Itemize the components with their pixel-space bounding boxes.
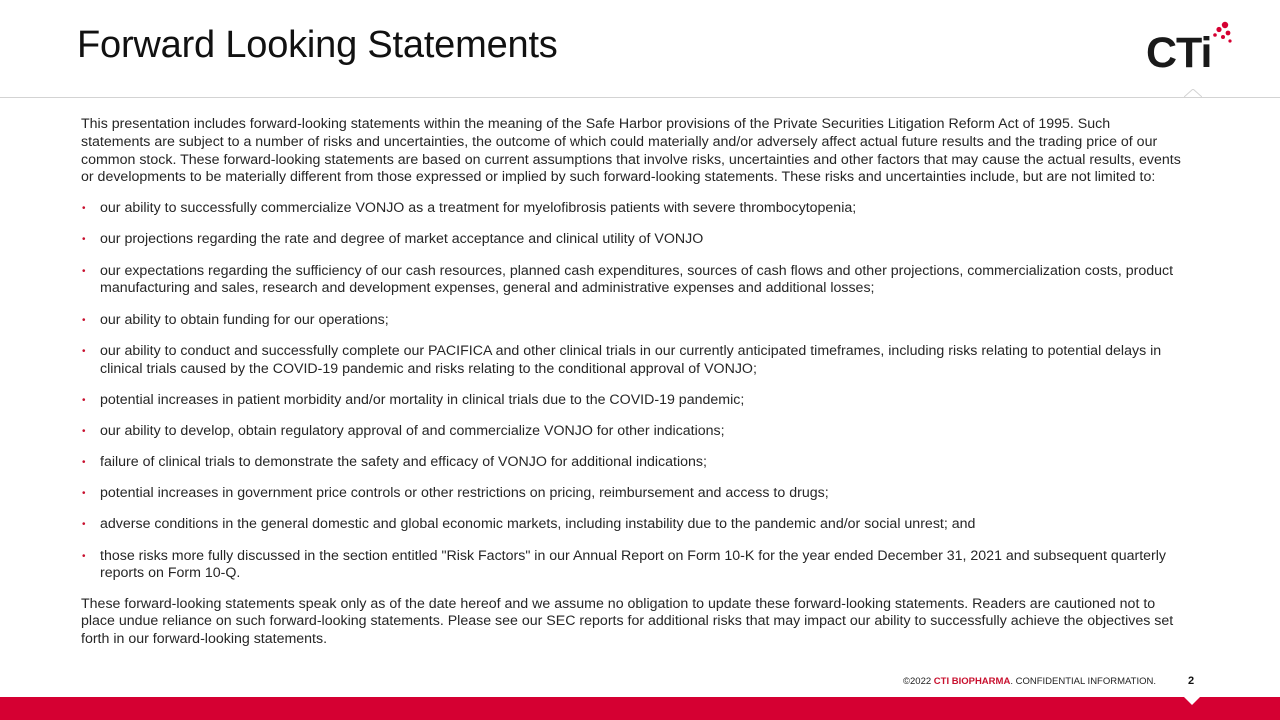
- intro-paragraph: This presentation includes forward-looking statements within the meaning of the Safe Harbor provisions of the Private Securities Litigation Reform Act of 1995. Such statements are subject to a number of risks and uncertainties, the outcome of which could materially and/or adversely affect actual future results and the trading price of our common stock. These forward-looking statements are based on current assumptions that involve risks, uncertainties and other factors that may cause the actual results, events or developments to be materially different from those expressed or implied by such forward-looking statements. These risks and uncertainties include, but are not limited to:: [81, 116, 1181, 186]
- list-item: • our ability to successfully commercialize VONJO as a treatment for myelofibrosis patients with severe thrombocytopenia;: [82, 200, 857, 217]
- list-item: • our expectations regarding the sufficiency of our cash resources, planned cash expenditures, sources of cash flows and other projections, commercialization costs, product manufacturing and sales, research and development expenses, general and administrative expenses and additional losses;: [82, 262, 1174, 297]
- list-item: • adverse conditions in the general domestic and global economic markets, including instability due to the pandemic and/or social unrest; and: [82, 516, 976, 533]
- footer-copyright: [903, 676, 1156, 687]
- list-item: • our ability to develop, obtain regulatory approval of and commercialize VONJO for other indications;: [82, 422, 725, 439]
- confidential-label: . CONFIDENTIAL INFORMATION.: [1010, 676, 1156, 687]
- bullet-icon: •: [82, 457, 86, 469]
- statement-body: [81, 116, 1181, 649]
- bullet-icon: •: [82, 488, 86, 500]
- list-item: • those risks more fully discussed in the section entitled "Risk Factors" in our Annual Report on Form 10-K for the year ended December 31, 2021 and subsequent quarterly reports on Form 10-Q.: [82, 547, 1167, 582]
- list-item: • failure of clinical trials to demonstrate the safety and efficacy of VONJO for additional indications;: [82, 454, 707, 471]
- header-divider: [0, 97, 1280, 98]
- cti-logo-icon: [1146, 20, 1232, 70]
- list-item: • our projections regarding the rate and degree of market acceptance and clinical utility of VONJO: [82, 231, 704, 248]
- footer-notch: [1183, 696, 1201, 706]
- logo-text: CTi: [1146, 29, 1212, 70]
- bullet-icon: •: [82, 203, 86, 215]
- bullet-icon: •: [82, 345, 86, 357]
- bullet-icon: •: [82, 394, 86, 406]
- list-item: • potential increases in patient morbidity and/or mortality in clinical trials due to the COVID-19 pandemic;: [82, 391, 745, 408]
- closing-paragraph: These forward-looking statements speak only as of the date hereof and we assume no obligation to update these forward-looking statements. Readers are cautioned not to place undue reliance on such forward-looking statements. Please see our SEC reports for additional risks that may impact our ability to successfully achieve the objectives set forth in our forward-looking statements.: [81, 595, 1174, 648]
- bullet-icon: •: [82, 425, 86, 437]
- bullet-icon: •: [82, 314, 86, 326]
- bullet-icon: •: [82, 519, 86, 531]
- list-item: • our ability to conduct and successfully complete our PACIFICA and other clinical trials in our currently anticipated timeframes, including risks relating to potential delays in clinical trials caused by the COVID-19 pandemic and risks relating to the conditional approval of VONJO;: [82, 342, 1162, 377]
- list-item: • potential increases in government price controls or other restrictions on pricing, reimbursement and access to drugs;: [82, 485, 829, 502]
- footer-bar: [0, 697, 1280, 720]
- risk-list: [81, 200, 1181, 583]
- company-name: CTI BIOPHARMA: [933, 676, 1011, 687]
- copyright-year: ©2022: [903, 676, 932, 687]
- bullet-icon: •: [82, 234, 86, 246]
- header-notch: [1184, 89, 1202, 99]
- bullet-icon: •: [82, 550, 86, 562]
- list-item: • our ability to obtain funding for our operations;: [82, 311, 389, 328]
- page-title: Forward Looking Statements: [77, 24, 558, 66]
- bullet-icon: •: [82, 265, 86, 277]
- page-number: 2: [1188, 675, 1195, 687]
